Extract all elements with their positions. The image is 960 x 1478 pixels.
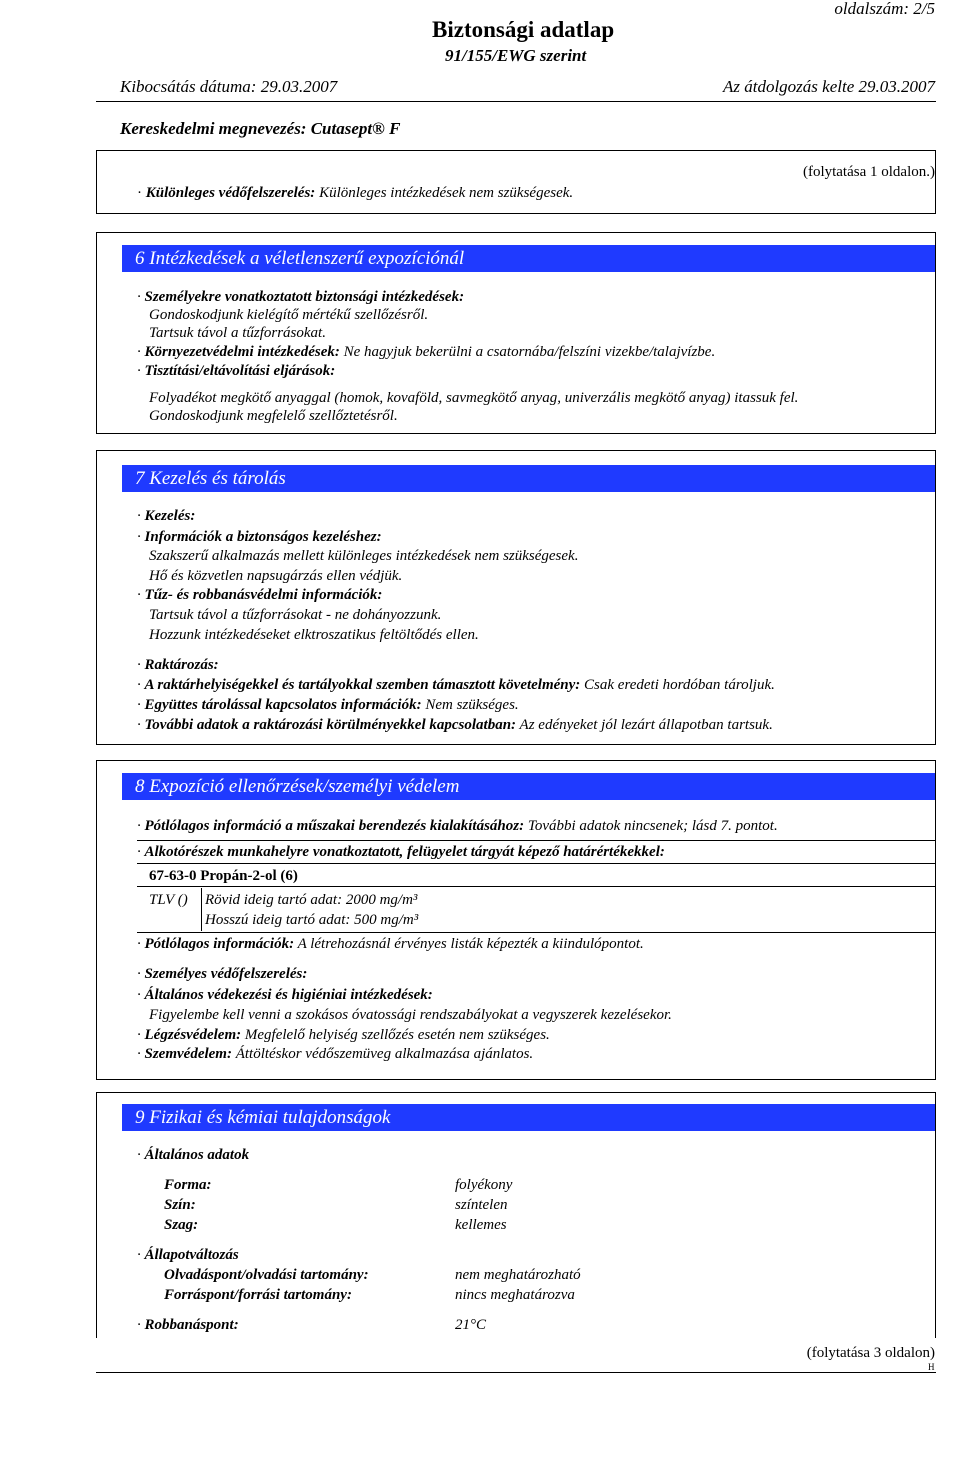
page-number: oldalszám: 2/5	[834, 0, 935, 18]
section-7-title: 7 Kezelés és tárolás	[122, 465, 935, 492]
s7-safe-handling: · Információk a biztonságos kezeléshez:	[137, 529, 382, 545]
s8-limit-values: · Alkotórészek munkahelyre vonatkoztatott, felügyelet tárgyát képező határértékekkel:	[137, 844, 665, 860]
footer-mark: H	[928, 1362, 935, 1372]
s8-technical: · Pótlólagos információ a műszakai berendezés kialakításához: További adatok nincsenek; lásd 7. pontot.	[137, 818, 778, 834]
s8-tlv-divider	[201, 888, 202, 931]
s7-storage-req: · A raktárhelyiségekkel és tartályokkal szemben támasztott követelmény: Csak eredeti hordóban tároljuk.	[137, 677, 775, 693]
s6-cleanup: · Tisztítási/eltávolítási eljárások:	[137, 363, 336, 379]
s9-color-value: színtelen	[455, 1197, 508, 1213]
s8-limit-rule-top	[137, 840, 936, 841]
s6-absorb: Folyadékot megkötő anyaggal (homok, kovaföld, savmegkötő anyag, univerzális megkötő anyag) itassuk fel.	[149, 390, 799, 406]
s7-joint-storage: · Együttes tárolással kapcsolatos információk: Nem szükséges.	[137, 697, 519, 713]
section-6-title: 6 Intézkedések a véletlenszerű expozíciónál	[122, 245, 935, 272]
s7-storage: · Raktározás:	[137, 657, 219, 673]
s9-form-value: folyékony	[455, 1177, 513, 1193]
s7-fire: · Tűz- és robbanásvédelmi információk:	[137, 587, 383, 603]
s9-state-change: · Állapotváltozás	[137, 1247, 239, 1263]
footer-rule	[96, 1372, 936, 1373]
s8-hygiene: · Általános védekezési és higiéniai intézkedések:	[137, 987, 433, 1003]
s6-environment: · Környezetvédelmi intézkedések: Ne hagyjuk bekerülni a csatornába/felszíni vizekbe/talajvízbe.	[137, 344, 716, 360]
s6-airing: Gondoskodjunk megfelelő szellőztetésről.	[149, 408, 398, 424]
s9-form-label: Forma:	[164, 1177, 212, 1193]
s8-tlv-short: Rövid ideig tartó adat: 2000 mg/m³	[205, 892, 418, 908]
s9-odor-value: kellemes	[455, 1217, 507, 1233]
continued-on: (folytatása 3 oldalon)	[806, 1345, 935, 1361]
s6-ignition: Tartsuk távol a tűzforrásokat.	[149, 325, 326, 341]
section-9-title: 9 Fizikai és kémiai tulajdonságok	[122, 1104, 935, 1131]
s7-static: Hozzunk intézkedéseket elktroszatikus feltöltődés ellen.	[149, 627, 479, 643]
s8-tlv-label: TLV ()	[149, 892, 188, 908]
header-rule	[96, 101, 936, 102]
s9-boiling-value: nincs meghatározva	[455, 1287, 575, 1303]
s8-eye: · Szemvédelem: Áttöltéskor védőszemüveg alkalmazása ajánlatos.	[137, 1046, 534, 1062]
s8-precautions: Figyelembe kell venni a szokásos óvatossági rendszabályokat a vegyszerek kezelésekor.	[149, 1007, 672, 1023]
s8-additional: · Pótlólagos információk: A létrehozásnál érvényes listák képezték a kiindulópontot.	[137, 936, 644, 952]
s8-limit-rule-mid	[137, 863, 936, 864]
s9-melting-label: Olvadáspont/olvadási tartomány:	[164, 1267, 369, 1283]
s9-melting-value: nem meghatározható	[455, 1267, 581, 1283]
s9-general: · Általános adatok	[137, 1147, 250, 1163]
print-date: Kibocsátás dátuma: 29.03.2007	[120, 77, 338, 96]
s8-limit-rule-bottom	[137, 932, 936, 933]
s9-color-label: Szín:	[164, 1197, 196, 1213]
trade-name: Kereskedelmi megnevezés: Cutasept® F	[120, 119, 401, 138]
s7-no-smoking: Tartsuk távol a tűzforrásokat - ne dohányozzunk.	[149, 607, 442, 623]
document-title: Biztonsági adatlap	[432, 17, 615, 42]
revision-date: Az átdolgozás kelte 29.03.2007	[722, 77, 935, 96]
s8-tlv-long: Hosszú ideig tartó adat: 500 mg/m³	[205, 912, 419, 928]
document-subtitle: 91/155/EWG szerint	[445, 46, 587, 65]
s6-personal: · Személyekre vonatkoztatott biztonsági intézkedések:	[137, 289, 465, 305]
continued-from: (folytatása 1 oldalon.)	[802, 164, 935, 180]
s7-proper-use: Szakszerű alkalmazás mellett különleges intézkedések nem szükségesek.	[149, 548, 579, 564]
s7-further-storage: · További adatok a raktározási körülményekkel kapcsolatban: Az edényeket jól lezárt állapotban tartsuk.	[137, 717, 773, 733]
s8-ppe: · Személyes védőfelszerelés:	[137, 966, 308, 982]
s8-respiratory: · Légzésvédelem: Megfelelő helyiség szellőzés esetén nem szükséges.	[137, 1027, 550, 1043]
s9-boiling-label: Forráspont/forrási tartomány:	[164, 1287, 352, 1303]
special-protection-line: · Különleges védőfelszerelés: Különleges intézkedések nem szükségesek.	[137, 185, 574, 201]
s6-ventilation: Gondoskodjunk kielégítő mértékű szellőzésről.	[149, 307, 429, 323]
s9-flash: · Robbanáspont:	[137, 1317, 239, 1333]
s8-limit-rule-sub	[137, 886, 936, 887]
s7-handling: · Kezelés:	[137, 508, 196, 524]
s9-odor-label: Szag:	[164, 1217, 199, 1233]
s9-flash-value: 21°C	[455, 1317, 487, 1333]
s7-heat: Hő és közvetlen napsugárzás ellen védjük.	[149, 568, 403, 584]
continuation-box	[96, 150, 936, 214]
section-8-title: 8 Expozíció ellenőrzések/személyi védelem	[122, 773, 935, 800]
s8-substance: 67-63-0 Propán-2-ol (6)	[149, 868, 298, 884]
